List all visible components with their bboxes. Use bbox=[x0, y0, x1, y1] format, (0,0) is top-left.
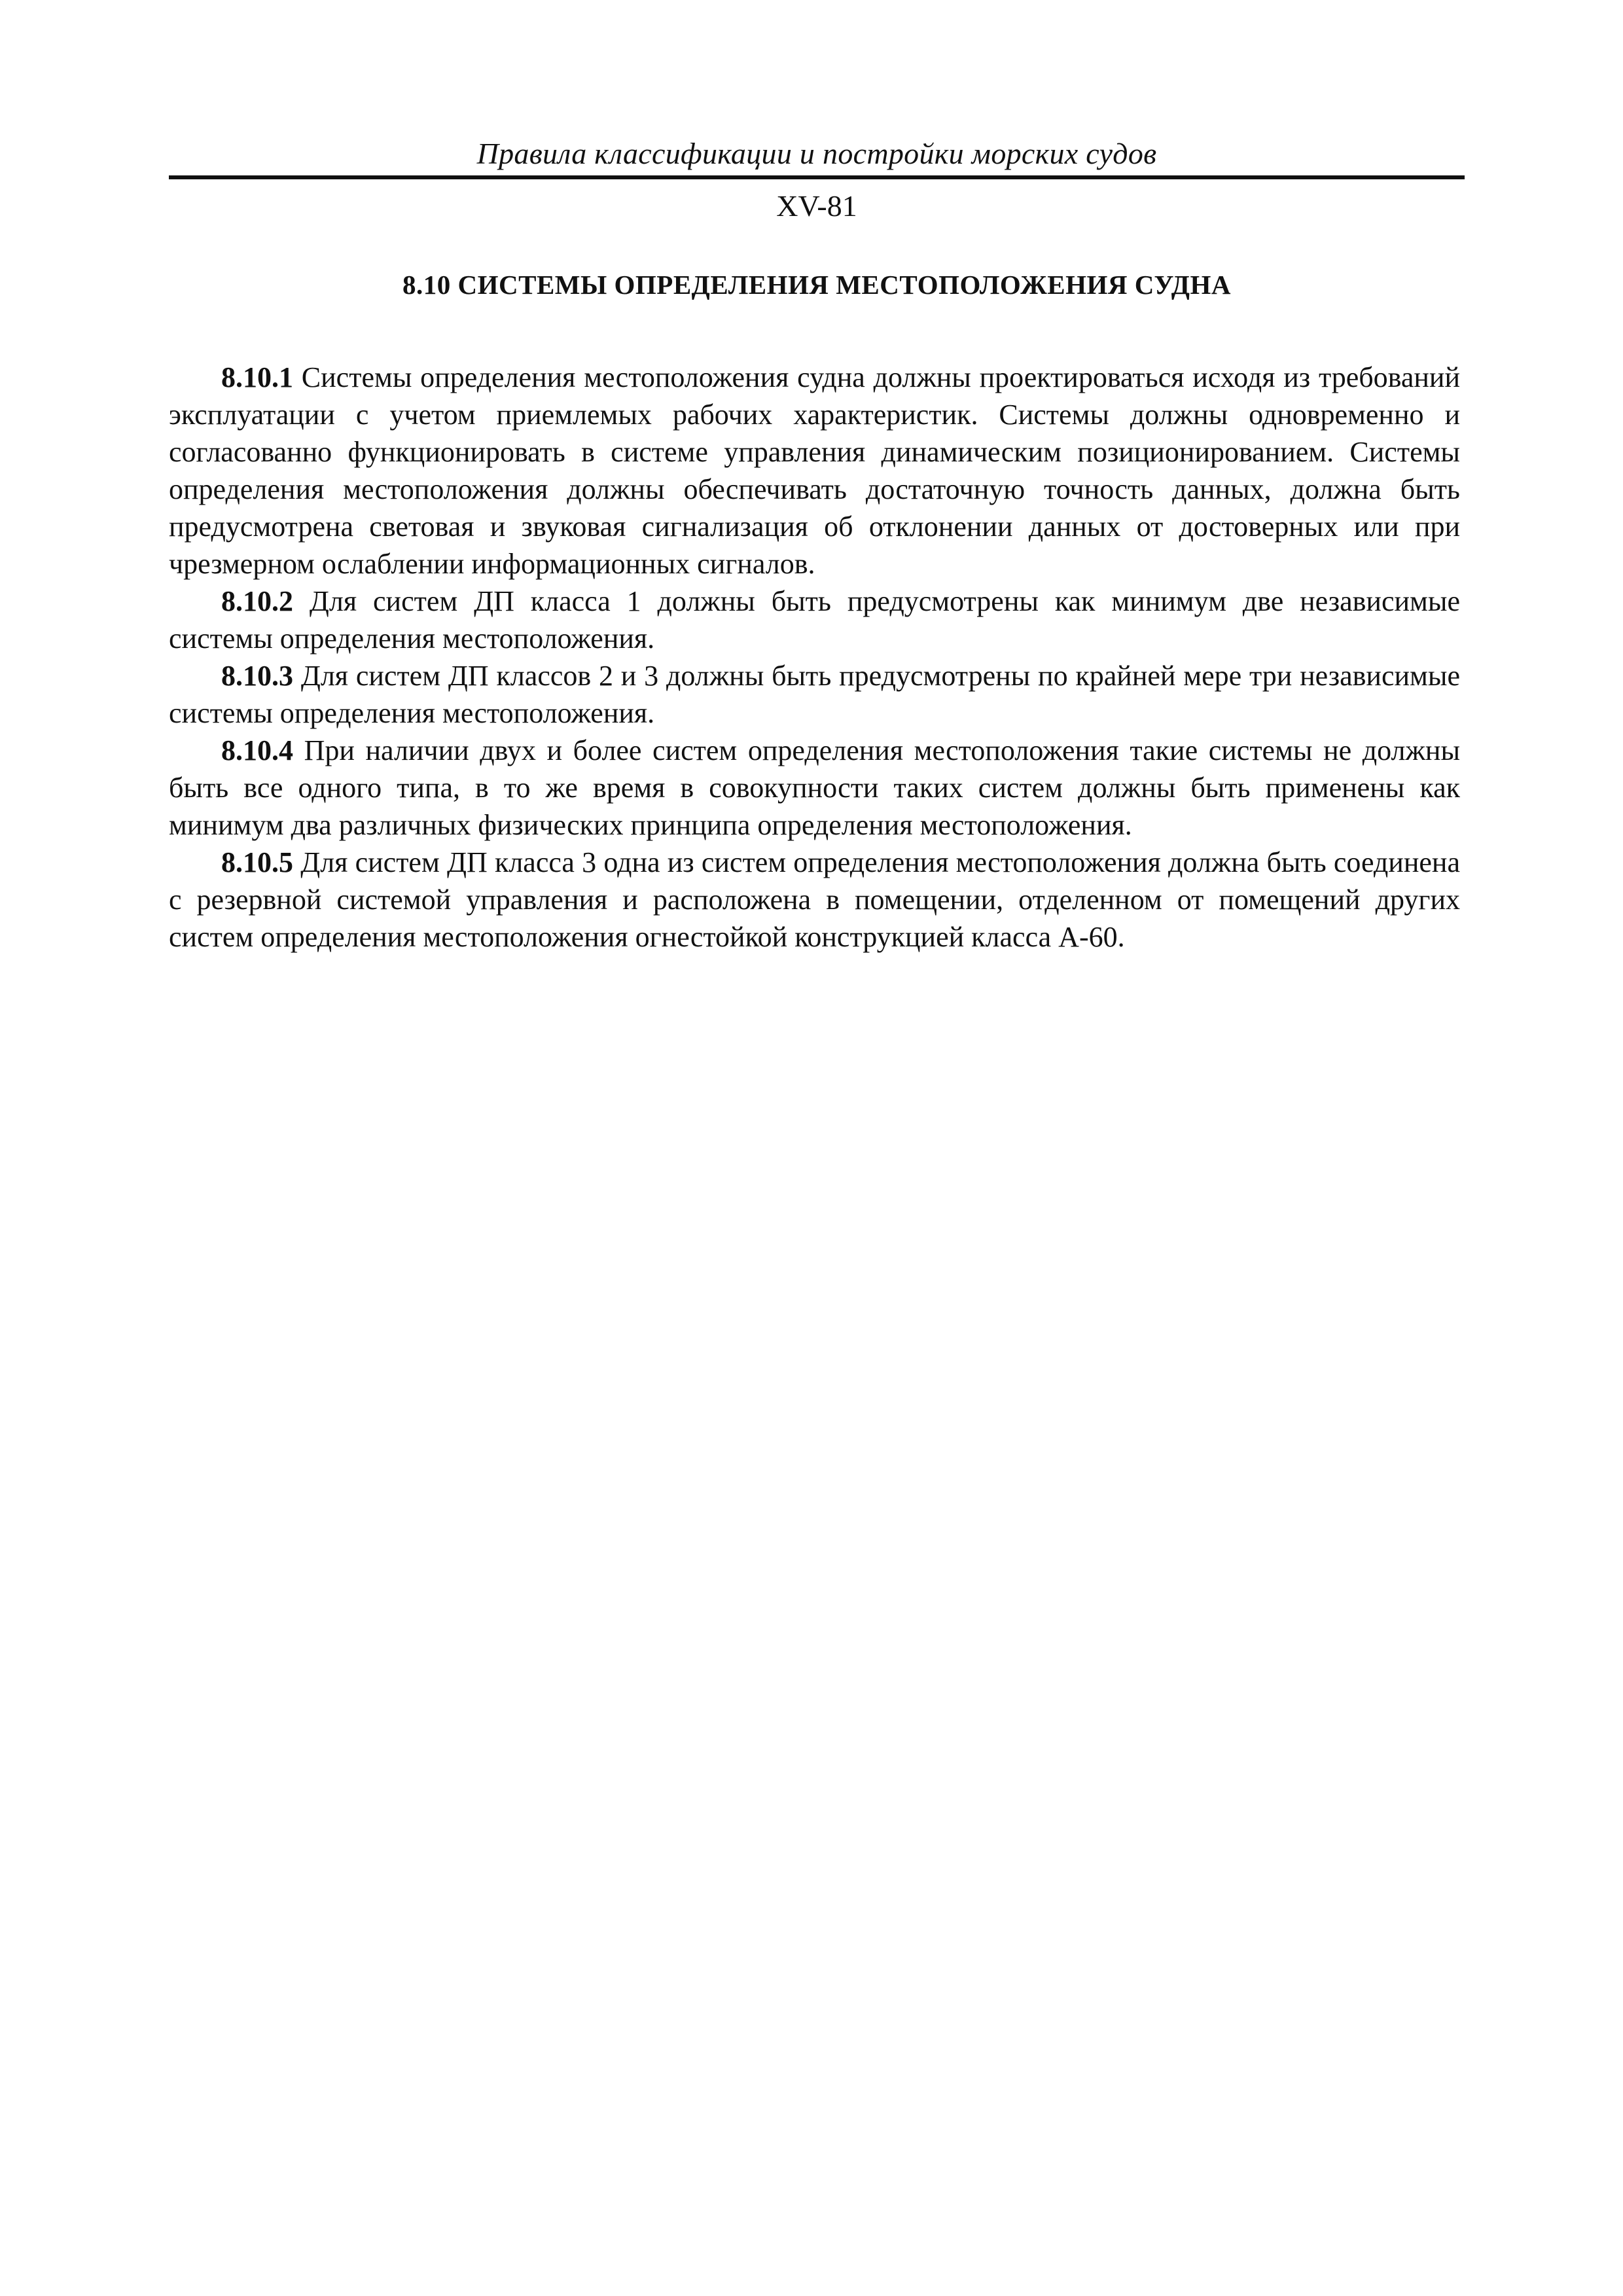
paragraph-text: Системы определения местоположения судна должны проектироваться исходя из требований эксплуатации с учетом приемлемых рабочих характеристик. Системы должны одновременно и согласованно функционировать в системе управления динамическим позиционированием. Системы определения местоположения должны обеспечивать достаточную точность данных, должна быть предусмотрена световая и звуковая сигнализация об отклонении данных от достоверных или при чрезмерном ослаблении информационных сигналов. bbox=[169, 361, 1460, 580]
paragraph-8-10-2 bbox=[169, 583, 1460, 657]
clause-number: 8.10.1 bbox=[221, 361, 293, 393]
header-rule bbox=[169, 175, 1465, 179]
running-header: Правила классификации и постройки морских судов bbox=[476, 137, 1157, 170]
clause-number: 8.10.3 bbox=[221, 660, 293, 692]
page-number: XV-81 bbox=[776, 189, 857, 223]
clause-number: 8.10.2 bbox=[221, 585, 293, 617]
paragraph-8-10-1 bbox=[169, 359, 1460, 583]
paragraph-8-10-5 bbox=[169, 844, 1460, 956]
paragraph-text: Для систем ДП класса 1 должны быть предусмотрены как минимум две независимые системы определения местоположения. bbox=[169, 585, 1460, 655]
clause-number: 8.10.4 bbox=[221, 734, 293, 766]
paragraph-8-10-3 bbox=[169, 657, 1460, 732]
section-heading: 8.10 СИСТЕМЫ ОПРЕДЕЛЕНИЯ МЕСТОПОЛОЖЕНИЯ СУДНА bbox=[402, 270, 1231, 300]
clause-number: 8.10.5 bbox=[221, 846, 293, 878]
paragraph-8-10-4 bbox=[169, 732, 1460, 844]
paragraph-text: Для систем ДП классов 2 и 3 должны быть предусмотрены по крайней мере три независимые системы определения местоположения. bbox=[169, 660, 1460, 729]
paragraph-text: Для систем ДП класса 3 одна из систем определения местоположения должна быть соединена с резервной системой управления и расположена в помещении, отделенном от помещений других систем определения местоположения огнестойкой конструкцией класса А-60. bbox=[169, 846, 1460, 953]
body-text bbox=[169, 359, 1460, 956]
paragraph-text: При наличии двух и более систем определения местоположения такие системы не должны быть все одного типа, в то же время в совокупности таких систем должны быть применены как минимум два различных физических принципа определения местоположения. bbox=[169, 734, 1460, 841]
